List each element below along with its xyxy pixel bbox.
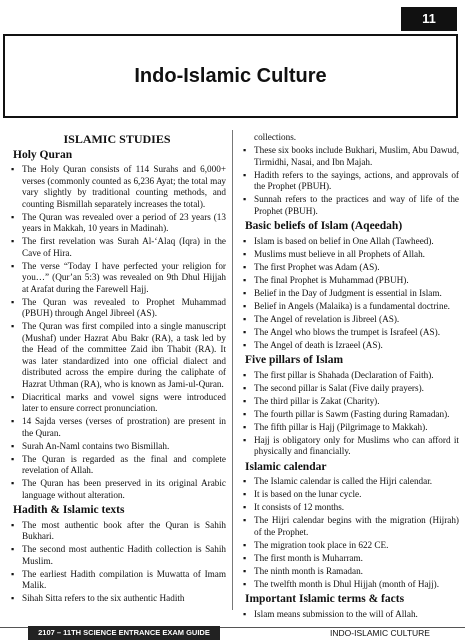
section-heading-five-pillars: Five pillars of Islam: [245, 354, 344, 366]
list-item: ▪ The fifth pillar is Hajj (Pilgrimage to Makkah).: [240, 422, 459, 434]
list-item: ▪ The fourth pillar is Sawm (Fasting during Ramadan).: [240, 409, 459, 421]
list-item: ▪ The earliest Hadith compilation is Muwatta of Imam Malik.: [8, 569, 226, 592]
list-item: ▪ These six books include Bukhari, Muslim, Abu Dawud, Tirmidhi, Nasai, and Ibn Majah.: [240, 145, 459, 168]
list-item: ▪ The verse “Today I have perfected your religion for you…” (Qur’an 5:3) was revealed on 9th Dhul Hijjah at Arafat during the Farewell Hajj.: [8, 261, 226, 296]
list-item: ▪ The second pillar is Salat (Five daily prayers).: [240, 383, 459, 395]
page-number: 11: [401, 7, 457, 31]
list-item: ▪ The most authentic book after the Quran is Sahih Bukhari.: [8, 520, 226, 543]
list-item: ▪ The Quran has been preserved in its original Arabic language without alteration.: [8, 478, 226, 501]
footer-book-title: 2107 – 11TH SCIENCE ENTRANCE EXAM GUIDE: [28, 626, 220, 640]
list-item: ▪ The Quran was first compiled into a single manuscript (Mushaf) under Hazrat Abu Bakr (RA), a task led by the Head of the committee Zaid ibn Thabit (RA). It was later standardized into one official dialect and distributed across the empire during the caliphate of Hazrat Uthman (RA), who is known as Jami-ul-Quran.: [8, 321, 226, 390]
hadith-list: [8, 520, 226, 605]
holy-quran-list: [8, 164, 226, 501]
section-heading-hadith: Hadith & Islamic texts: [13, 504, 125, 516]
list-item: ▪ The migration took place in 622 CE.: [240, 540, 459, 552]
list-item: ▪ Islam means submission to the will of Allah.: [240, 609, 459, 621]
list-item: ▪ 14 Sajda verses (verses of prostration) are present in the Quran.: [8, 416, 226, 439]
list-item: ▪ The Islamic calendar is called the Hijri calendar.: [240, 476, 459, 488]
list-item: ▪ The Quran is regarded as the final and complete revelation of Allah.: [8, 454, 226, 477]
section-heading-islamic-terms: Important Islamic terms & facts: [245, 593, 405, 605]
list-item: ▪ The Holy Quran consists of 114 Surahs and 6,000+ verses (commonly counted as 6,236 Ayat; the total may vary slightly by traditional counting methods, and counting Bismillah separately increases the total).: [8, 164, 226, 210]
list-item: ▪ Hajj is obligatory only for Muslims who can afford it physically and financially.: [240, 435, 459, 458]
section-heading-islamic-calendar: Islamic calendar: [245, 460, 327, 473]
section-heading-holy-quran: Holy Quran: [13, 148, 73, 161]
list-item: ▪ Diacritical marks and vowel signs were introduced later to ensure correct pronunciation.: [8, 392, 226, 415]
page-footer: [0, 613, 465, 640]
list-item: ▪ Islam is based on belief in One Allah (Tawheed).: [240, 236, 459, 248]
list-item: ▪ The Quran was revealed over a period of 23 years (13 years in Makkah, 10 years in Madinah).: [8, 212, 226, 235]
footer-chapter-title: INDO-ISLAMIC CULTURE: [330, 628, 430, 638]
list-item: ▪ The first pillar is Shahada (Declaration of Faith).: [240, 370, 459, 382]
column-divider: [232, 130, 233, 610]
list-item: ▪ Muslims must believe in all Prophets of Allah.: [240, 249, 459, 261]
title-box: [3, 34, 458, 118]
list-item: ▪ The ninth month is Ramadan.: [240, 566, 459, 578]
list-item: ▪ Hadith refers to the sayings, actions, and approvals of the Prophet (PBUH).: [240, 170, 459, 193]
right-column: [240, 132, 459, 622]
left-column: [8, 132, 226, 606]
list-item: ▪ It consists of 12 months.: [240, 502, 459, 514]
list-item: ▪ The Angel who blows the trumpet is Israfeel (AS).: [240, 327, 459, 339]
aqeedah-list: [240, 236, 459, 352]
section-heading-aqeedah: Basic beliefs of Islam (Aqeedah): [245, 220, 403, 232]
list-item: ▪ Sunnah refers to the practices and way of life of the Prophet (PBUH).: [240, 194, 459, 217]
islamic-calendar-list: [240, 476, 459, 590]
list-item: ▪ The second most authentic Hadith collection is Sahih Muslim.: [8, 544, 226, 567]
five-pillars-list: [240, 370, 459, 458]
column-heading: ISLAMIC STUDIES: [63, 132, 171, 146]
list-item: ▪ The Hijri calendar begins with the migration (Hijrah) of the Prophet.: [240, 515, 459, 538]
list-item: ▪ The third pillar is Zakat (Charity).: [240, 396, 459, 408]
list-item: ▪ Belief in Angels (Malaika) is a fundamental doctrine.: [240, 301, 459, 313]
list-item: ▪ The first Prophet was Adam (AS).: [240, 262, 459, 274]
list-item: ▪ Surah An-Naml contains two Bismillah.: [8, 441, 226, 453]
list-item: ▪ The final Prophet is Muhammad (PBUH).: [240, 275, 459, 287]
list-item: ▪ Belief in the Day of Judgment is essential in Islam.: [240, 288, 459, 300]
list-item: ▪ It is based on the lunar cycle.: [240, 489, 459, 501]
list-item: ▪ The Angel of death is Izraeel (AS).: [240, 340, 459, 352]
list-item: ▪ The first month is Muharram.: [240, 553, 459, 565]
list-item: ▪ The first revelation was Surah Al-‘Alaq (Iqra) in the Cave of Hira.: [8, 236, 226, 259]
hadith-continued-list: [240, 132, 459, 217]
list-item: ▪ Sihah Sitta refers to the six authentic Hadith: [8, 593, 226, 605]
list-item: ▪ The Quran was revealed to Prophet Muhammad (PBUH) through Angel Jibreel (AS).: [8, 297, 226, 320]
list-item-continuation: collections.: [254, 132, 297, 142]
list-item: ▪ The twelfth month is Dhul Hijjah (month of Hajj).: [240, 579, 459, 591]
page-title: Indo-Islamic Culture: [134, 64, 327, 87]
list-item: ▪ The Angel of revelation is Jibreel (AS).: [240, 314, 459, 326]
